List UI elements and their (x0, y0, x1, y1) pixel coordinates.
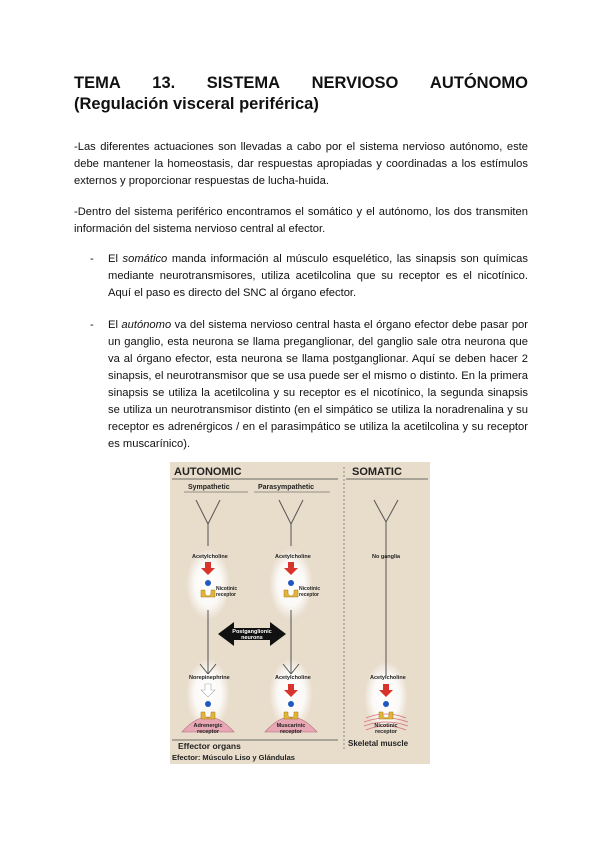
neurotransmitter-dot (383, 701, 389, 707)
muscarinic-label: Muscarinic (276, 723, 306, 729)
parasympathetic-label: Parasympathetic (258, 484, 315, 491)
nervous-system-diagram (170, 462, 430, 764)
neurons-label: neurons (241, 635, 263, 641)
acetylcholine-label: Acetylcholine (192, 554, 228, 560)
neurotransmitter-dot (288, 701, 294, 707)
title-line-2: (Regulación visceral periférica) (74, 95, 319, 113)
bullet-text (108, 317, 528, 453)
bullet-text-after: manda información al músculo esquelético, las sinapsis son químicas mediante neurotransmisores, utiliza acetilcolina que su receptor es el nicotínico. Aquí el paso es directo del SNC al órgano efector. (108, 253, 528, 299)
adrenergic-label: Adrenergic (193, 723, 223, 729)
title-word: SISTEMA (206, 74, 281, 92)
nicotinic-label: Nicotinic (299, 586, 321, 592)
paragraph-homeostasis: -Las diferentes actuaciones son llevadas a cabo por el sistema nervioso autónomo, este debe mantener la homeostasis, dar respuestas apropiadas y coordinadas a los estímulos externos y proporcionar respuestas de lucha-huida. (74, 141, 528, 187)
norepinephrine-label: Norepinephrine (189, 675, 230, 681)
bullet-autonomic (90, 317, 528, 453)
bullet-text-before: El (108, 319, 122, 331)
acetylcholine-label: Acetylcholine (370, 675, 406, 681)
paragraph-peripheral-system: -Dentro del sistema periférico encontramos el somático y el autónomo, los dos transmiten información del sistema nervioso central al efector. (74, 206, 528, 235)
receptor-label: receptor (299, 592, 320, 598)
neurotransmitter-dot (205, 701, 211, 707)
efector-caption: Efector: Músculo Liso y Glándulas (172, 753, 295, 762)
bullet-dash: - (90, 319, 94, 331)
sympathetic-label: Sympathetic (188, 484, 230, 491)
acetylcholine-label: Acetylcholine (275, 554, 311, 560)
receptor-label: receptor (216, 592, 237, 598)
nicotinic-label: Nicotinic (216, 586, 238, 592)
neurotransmitter-dot (288, 580, 294, 586)
bullet-emphasis: somático (122, 253, 168, 265)
skeletal-muscle-label: Skeletal muscle (348, 739, 409, 748)
bullet-dash: - (90, 253, 94, 265)
title-word: TEMA (74, 74, 121, 92)
nicotinic-label: Nicotinic (374, 723, 398, 729)
receptor-label: receptor (374, 729, 398, 735)
diagram-svg (170, 462, 430, 764)
bullet-text-after: va del sistema nervioso central hasta el órgano efector debe pasar por un ganglio, esta neurona se llama preganglionar, del ganglio sale otra neurona que va al órgano efector, esta neurona se llama postganglionar. Aquí se deben hacer 2 sinapsis, el neurotransmisor que se usa puede ser el mismo o distinto. En la primera sinapsis se utiliza la acetilcolina y su receptor es el nicotínico, la segunda sinapsis se utiliza un neurotransmisor distinto (en el simpático se utiliza la noradrenalina y su receptor es adrenérgicos / en el parasimpático se utiliza la acetilcolina y su receptor es muscarínico). (108, 319, 529, 450)
title-word: NERVIOSO (311, 74, 399, 92)
bullet-text-before: El (108, 253, 123, 265)
somatic-header: SOMATIC (352, 466, 402, 478)
bullet-text (108, 251, 528, 302)
autonomic-header: AUTONOMIC (174, 466, 242, 478)
acetylcholine-label: Acetylcholine (275, 675, 311, 681)
title-line-1 (74, 73, 528, 94)
document-title (74, 73, 528, 115)
no-ganglia-label: No ganglia (372, 554, 401, 560)
receptor-label: receptor (196, 729, 220, 735)
bullet-somatic (90, 251, 528, 302)
receptor-label: receptor (279, 729, 303, 735)
title-word: 13. (152, 74, 176, 92)
neurotransmitter-dot (205, 580, 211, 586)
effector-organs-label: Effector organs (178, 741, 241, 751)
bullet-emphasis: autónomo (121, 319, 172, 331)
postganglionic-label: Postganglionic (232, 629, 272, 635)
title-word: AUTÓNOMO (429, 74, 528, 92)
